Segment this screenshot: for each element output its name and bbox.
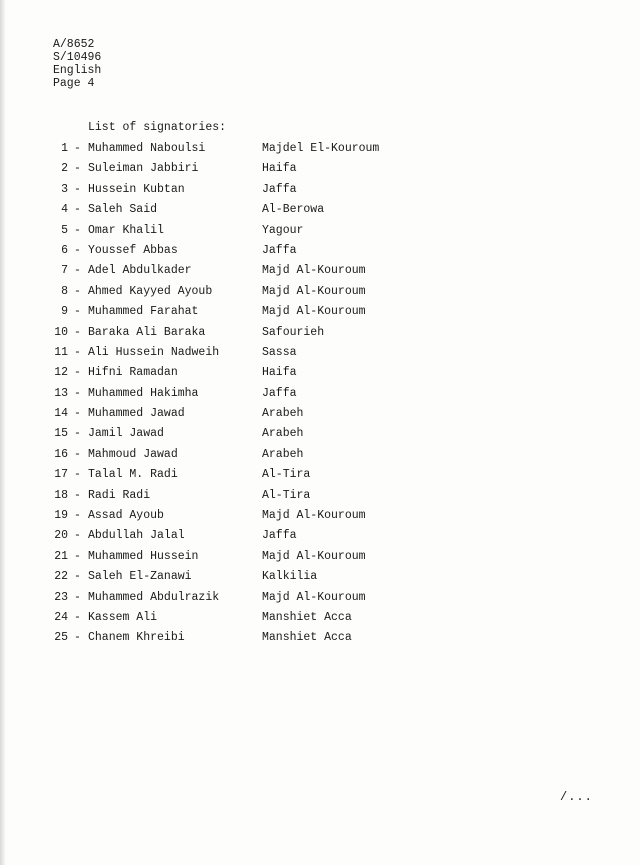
row-separator: -: [74, 264, 81, 278]
signatory-row: [0, 285, 640, 305]
signatory-place: Jaffa: [262, 243, 297, 257]
signatory-place: Jaffa: [262, 529, 297, 543]
signatory-name: Muhammed Farahat: [88, 305, 199, 319]
signatory-number: 7: [61, 264, 68, 278]
signatory-number: 19: [54, 509, 68, 523]
row-separator: -: [74, 182, 81, 196]
signatory-place: Majd Al-Kouroum: [262, 590, 366, 604]
signatory-row: [0, 183, 640, 203]
row-separator: -: [74, 223, 81, 237]
signatory-row: [0, 509, 640, 529]
signatory-name: Radi Radi: [88, 488, 151, 502]
signatory-number: 18: [54, 488, 68, 502]
signatory-number: 25: [54, 631, 68, 645]
signatory-place: Al-Tira: [262, 468, 311, 482]
signatory-number: 21: [54, 549, 68, 563]
signatory-row: [0, 468, 640, 488]
signatory-number: 5: [61, 223, 68, 237]
row-separator: -: [74, 570, 81, 584]
signatory-row: [0, 326, 640, 346]
signatory-place: Yagour: [262, 223, 304, 237]
signatory-number: 2: [61, 162, 68, 176]
signatory-row: [0, 305, 640, 325]
signatory-name: Ali Hussein Nadweih: [88, 345, 220, 359]
signatory-number: 1: [61, 142, 68, 155]
signatory-name: Omar Khalil: [88, 223, 164, 237]
signatory-name: Youssef Abbas: [88, 243, 178, 257]
signatory-name: Muhammed Jawad: [88, 407, 185, 421]
signatory-name: Hifni Ramadan: [88, 366, 178, 380]
signatory-name: Muhammed Abdulrazik: [88, 590, 220, 604]
signatory-number: 22: [54, 570, 68, 584]
signatory-number: 15: [54, 427, 68, 441]
signatory-row: [0, 264, 640, 284]
signatory-row: [0, 591, 640, 611]
row-separator: -: [74, 325, 81, 339]
signatory-name: Baraka Ali Baraka: [88, 325, 206, 339]
signatory-number: 10: [54, 325, 68, 339]
signatory-place: Al-Berowa: [262, 203, 325, 217]
document-language: English: [53, 64, 102, 77]
row-separator: -: [74, 407, 81, 421]
signatory-name: Suleiman Jabbiri: [88, 162, 199, 176]
signatory-row: [0, 407, 640, 427]
row-separator: -: [74, 488, 81, 502]
signatory-row: [0, 142, 640, 162]
row-separator: -: [74, 610, 81, 624]
signatory-row: [0, 448, 640, 468]
signatory-place: Arabeh: [262, 407, 304, 421]
signatory-number: 13: [54, 386, 68, 400]
signatory-name: Adel Abdulkader: [88, 264, 192, 278]
signatory-place: Manshiet Acca: [262, 631, 352, 645]
signatory-place: Jaffa: [262, 386, 297, 400]
signatory-name: Muhammed Hussein: [88, 549, 199, 563]
signatory-number: 4: [61, 203, 68, 217]
signatory-number: 6: [61, 243, 68, 257]
signatory-place: Jaffa: [262, 182, 297, 196]
signatory-number: 23: [54, 590, 68, 604]
signatory-row: [0, 162, 640, 182]
signatory-row: [0, 203, 640, 223]
signatory-number: 8: [61, 284, 68, 298]
row-separator: -: [74, 529, 81, 543]
continuation-mark: /...: [560, 790, 593, 804]
row-separator: -: [74, 203, 81, 217]
signatory-name: Kassem Ali: [88, 610, 158, 624]
row-separator: -: [74, 142, 81, 155]
row-separator: -: [74, 468, 81, 482]
signatory-place: Sassa: [262, 345, 297, 359]
signatory-row: [0, 366, 640, 386]
signatory-name: Talal M. Radi: [88, 468, 178, 482]
signatory-number: 20: [54, 529, 68, 543]
row-separator: -: [74, 162, 81, 176]
row-separator: -: [74, 590, 81, 604]
signatory-name: Mahmoud Jawad: [88, 447, 178, 461]
row-separator: -: [74, 447, 81, 461]
row-separator: -: [74, 509, 81, 523]
signatory-place: Majd Al-Kouroum: [262, 305, 366, 319]
row-separator: -: [74, 631, 81, 645]
row-separator: -: [74, 549, 81, 563]
row-separator: -: [74, 386, 81, 400]
signatory-row: [0, 489, 640, 509]
signatory-place: Manshiet Acca: [262, 610, 352, 624]
signatory-number: 9: [61, 305, 68, 319]
signatory-name: Muhammed Naboulsi: [88, 142, 206, 155]
signatory-row: [0, 550, 640, 570]
page-number: Page 4: [53, 77, 95, 90]
signatory-place: Majd Al-Kouroum: [262, 549, 366, 563]
signatory-place: Haifa: [262, 366, 297, 380]
row-separator: -: [74, 243, 81, 257]
signatory-row: [0, 427, 640, 447]
signatories-list: [0, 142, 640, 652]
row-separator: -: [74, 345, 81, 359]
signatory-name: Jamil Jawad: [88, 427, 164, 441]
signatory-place: Majdel El-Kouroum: [262, 142, 380, 155]
document-header: [53, 38, 101, 90]
signatory-name: Saleh El-Zanawi: [88, 570, 192, 584]
signatory-row: [0, 346, 640, 366]
signatory-row: [0, 611, 640, 631]
row-separator: -: [74, 305, 81, 319]
signatory-number: 3: [61, 182, 68, 196]
signatory-row: [0, 224, 640, 244]
row-separator: -: [74, 366, 81, 380]
signatory-place: Majd Al-Kouroum: [262, 509, 366, 523]
row-separator: -: [74, 427, 81, 441]
signatory-number: 17: [54, 468, 68, 482]
signatory-place: Safourieh: [262, 325, 325, 339]
signatory-name: Saleh Said: [88, 203, 158, 217]
signatory-name: Abdullah Jalal: [88, 529, 185, 543]
signatory-place: Majd Al-Kouroum: [262, 284, 366, 298]
signatory-row: [0, 570, 640, 590]
document-symbol-s: S/10496: [53, 51, 102, 64]
signatory-row: [0, 631, 640, 651]
signatory-number: 16: [54, 447, 68, 461]
signatory-name: Assad Ayoub: [88, 509, 164, 523]
signatory-name: Muhammed Hakimha: [88, 386, 199, 400]
signatory-number: 11: [54, 345, 68, 359]
signatory-name: Hussein Kubtan: [88, 182, 185, 196]
signatory-name: Ahmed Kayyed Ayoub: [88, 284, 213, 298]
signatory-number: 12: [54, 366, 68, 380]
row-separator: -: [74, 284, 81, 298]
signatory-row: [0, 387, 640, 407]
signatory-place: Arabeh: [262, 427, 304, 441]
signatory-place: Al-Tira: [262, 488, 311, 502]
document-symbol-a: A/8652: [53, 38, 95, 51]
signatory-place: Haifa: [262, 162, 297, 176]
signatory-place: Majd Al-Kouroum: [262, 264, 366, 278]
signatory-place: Arabeh: [262, 447, 304, 461]
signatory-row: [0, 244, 640, 264]
signatory-number: 14: [54, 407, 68, 421]
list-title: List of signatories:: [88, 121, 227, 134]
signatory-row: [0, 529, 640, 549]
signatory-name: Chanem Khreibi: [88, 631, 185, 645]
signatory-number: 24: [54, 610, 68, 624]
signatory-place: Kalkilia: [262, 570, 318, 584]
